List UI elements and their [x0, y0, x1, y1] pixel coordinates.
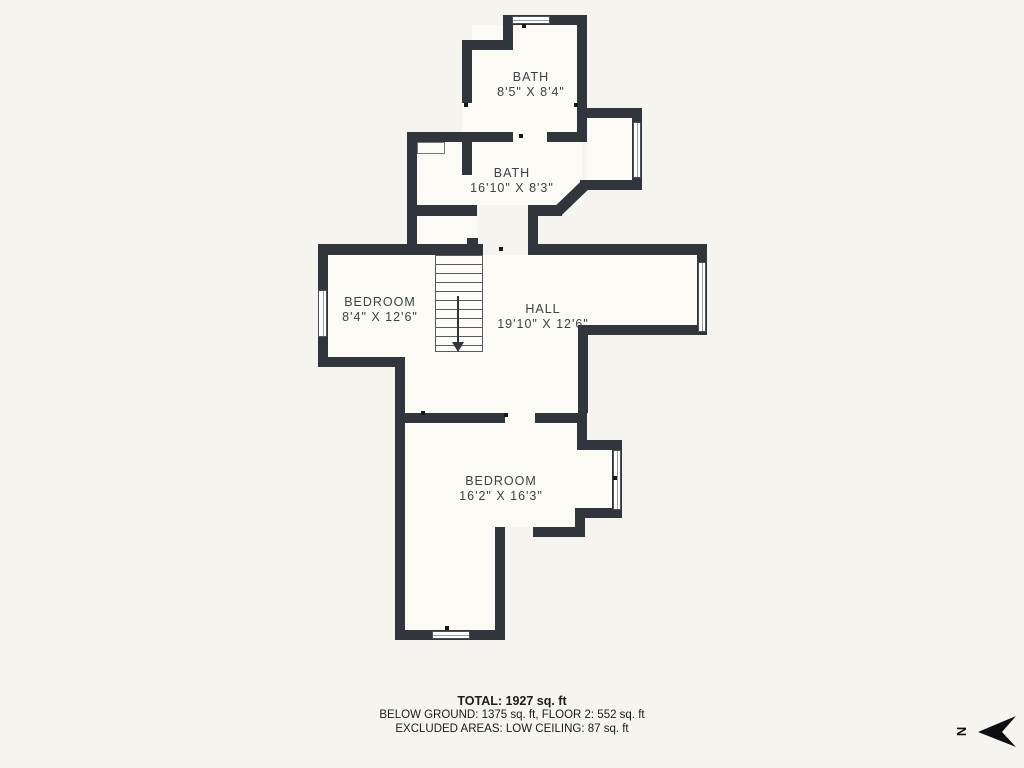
door-tick [445, 626, 449, 630]
window-symbol [318, 290, 327, 337]
door-tick [464, 103, 468, 107]
room-name: BEDROOM [344, 295, 416, 309]
wall-segment [533, 527, 585, 537]
window-symbol [613, 450, 621, 510]
door-tick [504, 413, 508, 417]
room-name: BEDROOM [465, 474, 537, 488]
room-dimensions: 19'10" X 12'6" [497, 317, 589, 331]
room-label-bedroom-small [342, 295, 418, 325]
wall-segment [578, 325, 707, 335]
door-tick [421, 411, 425, 415]
room-dimensions: 16'10" X 8'3" [470, 181, 554, 195]
room-floor [405, 413, 577, 527]
wall-segment [400, 413, 505, 423]
excluded-area-text: EXCLUDED AREAS: LOW CEILING: 87 sq. ft [395, 723, 629, 735]
bath-fixture-outline [417, 142, 445, 154]
wall-segment [462, 40, 513, 50]
wall-segment [580, 180, 642, 190]
room-dimensions: 16'2" X 16'3" [459, 489, 543, 503]
wall-segment [318, 244, 483, 255]
room-name: BATH [493, 166, 531, 180]
room-name: HALL [525, 302, 561, 316]
window-symbol [633, 122, 641, 178]
total-area-text: TOTAL: 1927 sq. ft [457, 694, 567, 708]
area-breakdown-text: BELOW GROUND: 1375 sq. ft, FLOOR 2: 552 sq. ft [379, 709, 645, 721]
room-dimensions: 8'5" X 8'4" [497, 85, 565, 99]
door-tick [522, 24, 526, 28]
wall-segment [578, 325, 588, 413]
door-tick [574, 103, 578, 107]
wall-segment [495, 527, 505, 640]
room-label-bedroom-large [459, 474, 543, 504]
north-label: N [954, 726, 970, 737]
stairs [435, 255, 483, 352]
door-tick [613, 476, 617, 480]
room-name: BATH [512, 70, 550, 84]
wall-segment [547, 132, 582, 142]
wall-segment [577, 15, 587, 142]
stairs-down-arrow-icon [452, 342, 464, 352]
wall-segment [318, 357, 405, 367]
room-label-bath-upper [497, 70, 565, 100]
window-symbol [698, 262, 706, 332]
wall-segment [535, 413, 578, 423]
window-symbol [512, 16, 550, 24]
wall-segment [395, 357, 405, 640]
room-label-bath-main [470, 166, 554, 196]
room-floor [577, 450, 612, 508]
room-label-hall [497, 302, 589, 332]
wall-segment [407, 132, 513, 142]
door-tick [519, 134, 523, 138]
room-floor [405, 357, 578, 413]
area-summary [379, 694, 644, 736]
wall-segment [467, 238, 478, 244]
wall-segment [528, 244, 707, 255]
wall-segment [462, 50, 472, 103]
wall-segment [407, 205, 477, 216]
room-floor [587, 118, 632, 180]
room-dimensions: 8'4" X 12'6" [342, 310, 418, 324]
door-tick [499, 247, 503, 251]
north-arrow-icon [978, 716, 1016, 747]
stairs-direction-line [457, 296, 459, 342]
wall-segment [407, 132, 417, 255]
room-floor [405, 527, 495, 630]
window-symbol [432, 631, 470, 639]
